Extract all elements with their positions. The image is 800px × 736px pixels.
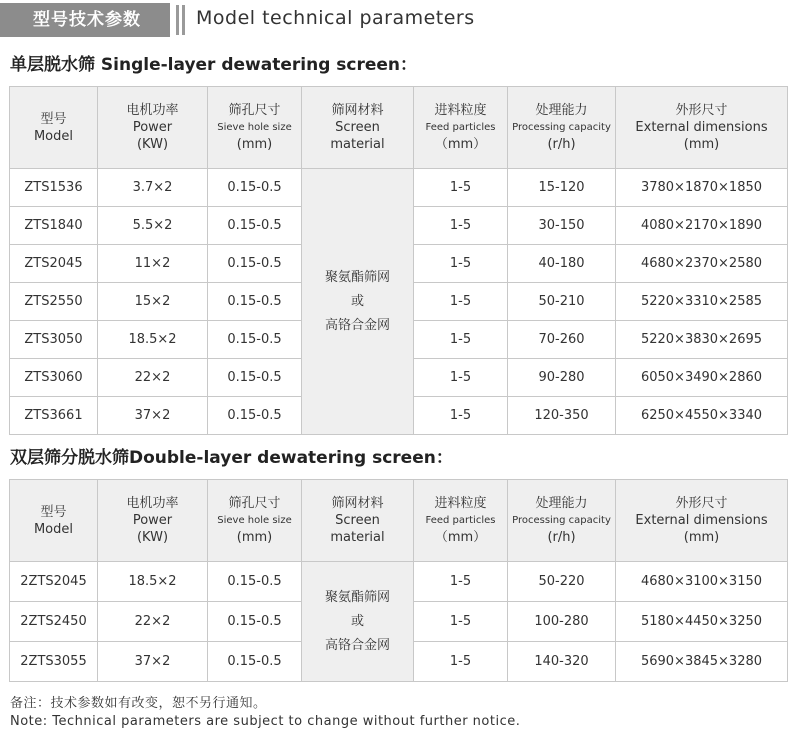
power-cell: 18.5×2: [98, 562, 208, 602]
material-line: 或: [350, 613, 364, 629]
col-dimensions: 外形尺寸 External dimensions (mm): [616, 87, 788, 169]
material-cell: [302, 562, 414, 682]
table-header-row: [10, 480, 788, 562]
model-cell: ZTS3661: [10, 397, 98, 435]
sieve-cell: 0.15-0.5: [208, 321, 302, 359]
note-en: Note: Technical parameters are subject to change without further notice.: [10, 714, 521, 729]
dimensions-cell: 5220×3310×2585: [616, 283, 788, 321]
dimensions-cell: 3780×1870×1850: [616, 169, 788, 207]
capacity-cell: 120-350: [508, 397, 616, 435]
material-line: 高铬合金网: [324, 637, 390, 653]
header-badge: 型号技术参数: [0, 3, 170, 37]
power-cell: 18.5×2: [98, 321, 208, 359]
power-cell: 3.7×2: [98, 169, 208, 207]
dimensions-cell: 4080×2170×1890: [616, 207, 788, 245]
col-model: 型号 Model: [10, 87, 98, 169]
model-cell: 2ZTS2450: [10, 602, 98, 642]
capacity-cell: 90-280: [508, 359, 616, 397]
feed-cell: 1-5: [414, 207, 508, 245]
model-cell: ZTS3050: [10, 321, 98, 359]
power-cell: 15×2: [98, 283, 208, 321]
material-line: 聚氨酯筛网: [324, 269, 390, 285]
capacity-cell: 15-120: [508, 169, 616, 207]
col-power: 电机功率 Power (KW): [98, 480, 208, 562]
model-cell: ZTS1840: [10, 207, 98, 245]
col-feed: 进料粒度 Feed particles （mm）: [414, 87, 508, 169]
feed-cell: 1-5: [414, 321, 508, 359]
power-cell: 22×2: [98, 359, 208, 397]
sieve-cell: 0.15-0.5: [208, 359, 302, 397]
capacity-cell: 100-280: [508, 602, 616, 642]
power-cell: 22×2: [98, 602, 208, 642]
sieve-cell: 0.15-0.5: [208, 283, 302, 321]
dimensions-cell: 6250×4550×3340: [616, 397, 788, 435]
table-header-row: [10, 87, 788, 169]
capacity-cell: 30-150: [508, 207, 616, 245]
sieve-cell: 0.15-0.5: [208, 642, 302, 682]
col-material: 筛网材料 Screen material: [302, 480, 414, 562]
sieve-cell: 0.15-0.5: [208, 397, 302, 435]
dimensions-cell: 6050×3490×2860: [616, 359, 788, 397]
page-header: [0, 0, 800, 40]
table-row: [10, 562, 788, 602]
single-layer-spec-table: [9, 86, 788, 435]
double-layer-spec-table: [9, 479, 788, 682]
single-layer-title: 单层脱水筛 Single-layer dewatering screen：: [10, 55, 418, 75]
col-feed: 进料粒度 Feed particles （mm）: [414, 480, 508, 562]
material-cell: [302, 169, 414, 435]
col-capacity: 处理能力 Processing capacity (r/h): [508, 480, 616, 562]
feed-cell: 1-5: [414, 602, 508, 642]
model-cell: 2ZTS3055: [10, 642, 98, 682]
model-cell: 2ZTS2045: [10, 562, 98, 602]
feed-cell: 1-5: [414, 397, 508, 435]
col-power: 电机功率 Power (KW): [98, 87, 208, 169]
model-cell: ZTS2045: [10, 245, 98, 283]
sieve-cell: 0.15-0.5: [208, 207, 302, 245]
sieve-cell: 0.15-0.5: [208, 169, 302, 207]
feed-cell: 1-5: [414, 245, 508, 283]
model-cell: ZTS2550: [10, 283, 98, 321]
col-capacity: 处理能力 Processing capacity (r/h): [508, 87, 616, 169]
dimensions-cell: 5690×3845×3280: [616, 642, 788, 682]
model-cell: ZTS3060: [10, 359, 98, 397]
feed-cell: 1-5: [414, 359, 508, 397]
capacity-cell: 140-320: [508, 642, 616, 682]
table-row: [10, 169, 788, 207]
feed-cell: 1-5: [414, 169, 508, 207]
col-material: 筛网材料 Screen material: [302, 87, 414, 169]
feed-cell: 1-5: [414, 562, 508, 602]
capacity-cell: 50-220: [508, 562, 616, 602]
feed-cell: 1-5: [414, 283, 508, 321]
power-cell: 37×2: [98, 642, 208, 682]
capacity-cell: 50-210: [508, 283, 616, 321]
col-sieve: 筛孔尺寸 Sieve hole size (mm): [208, 87, 302, 169]
feed-cell: 1-5: [414, 642, 508, 682]
double-layer-title: 双层筛分脱水筛Double-layer dewatering screen：: [10, 448, 453, 468]
header-title: Model technical parameters: [196, 7, 475, 29]
power-cell: 37×2: [98, 397, 208, 435]
model-cell: ZTS1536: [10, 169, 98, 207]
dimensions-cell: 5180×4450×3250: [616, 602, 788, 642]
capacity-cell: 40-180: [508, 245, 616, 283]
power-cell: 5.5×2: [98, 207, 208, 245]
note-cn: 备注：技术参数如有改变，恕不另行通知。: [10, 696, 267, 711]
material-line: 高铬合金网: [324, 317, 390, 333]
dimensions-cell: 4680×2370×2580: [616, 245, 788, 283]
sieve-cell: 0.15-0.5: [208, 602, 302, 642]
col-sieve: 筛孔尺寸 Sieve hole size (mm): [208, 480, 302, 562]
dimensions-cell: 5220×3830×2695: [616, 321, 788, 359]
header-divider: [182, 5, 185, 35]
material-line: 或: [350, 293, 364, 309]
dimensions-cell: 4680×3100×3150: [616, 562, 788, 602]
col-dimensions: 外形尺寸 External dimensions (mm): [616, 480, 788, 562]
sieve-cell: 0.15-0.5: [208, 245, 302, 283]
header-divider: [176, 5, 179, 35]
power-cell: 11×2: [98, 245, 208, 283]
material-line: 聚氨酯筛网: [324, 589, 390, 605]
col-model: 型号 Model: [10, 480, 98, 562]
sieve-cell: 0.15-0.5: [208, 562, 302, 602]
capacity-cell: 70-260: [508, 321, 616, 359]
